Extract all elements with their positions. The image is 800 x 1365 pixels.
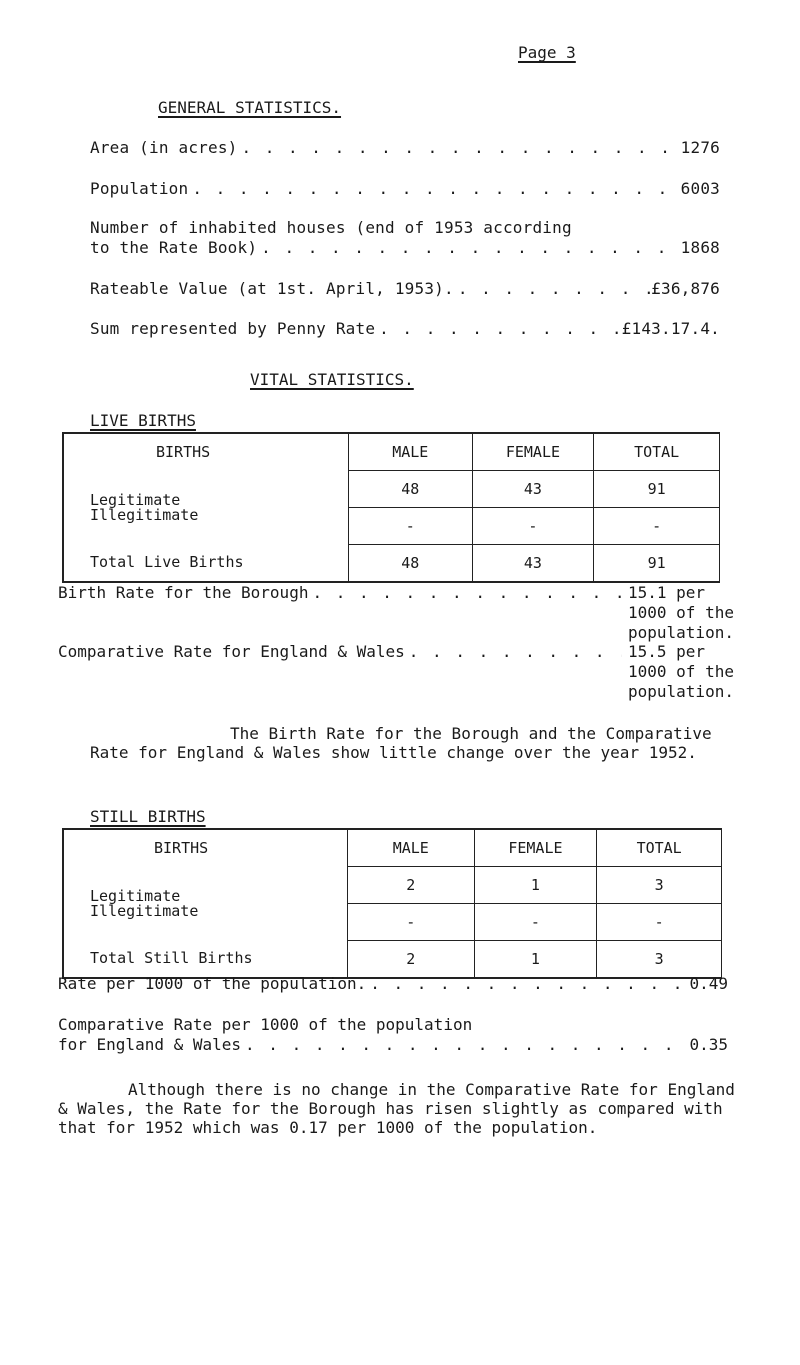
comparative-still-rate-label: for England & Wales <box>58 1035 242 1054</box>
penny-rate-row <box>90 321 720 337</box>
comparative-birth-rate-row <box>58 644 622 660</box>
cell-male: - <box>347 904 474 941</box>
still-birth-rate-value: 0.49 <box>689 974 728 993</box>
header-male: MALE <box>348 433 472 471</box>
row-label: Total Still Births <box>63 941 347 979</box>
table-row <box>63 545 720 583</box>
leader-dots <box>454 281 651 297</box>
birth-rate-note: The Birth Rate for the Borough and the Comparative Rate for England & Wales show little change over the year 1952. <box>90 724 712 762</box>
table-row <box>63 904 722 941</box>
cell-female: 43 <box>472 545 594 583</box>
cell-total: - <box>594 508 720 545</box>
cell-female: 1 <box>474 867 597 904</box>
rateable-label: Rateable Value (at 1st. April, 1953). <box>90 279 454 298</box>
table-row <box>63 867 722 904</box>
table-header-row <box>63 829 722 867</box>
cell-female: 43 <box>472 471 594 508</box>
cell-female: 1 <box>474 941 597 979</box>
row-label: Illegitimate <box>63 904 347 941</box>
population-label: Population <box>90 179 189 198</box>
cell-male: 48 <box>348 471 472 508</box>
header-births: BIRTHS <box>63 433 348 471</box>
still-birth-rate-label: Rate per 1000 of the population. <box>58 974 367 993</box>
header-female: FEMALE <box>474 829 597 867</box>
table-row <box>63 508 720 545</box>
header-births: BIRTHS <box>63 829 347 867</box>
live-births-table <box>62 432 720 583</box>
birth-rate-value-3: population. <box>628 623 734 642</box>
comparative-still-rate-label-1: Comparative Rate per 1000 of the population <box>58 1015 473 1034</box>
area-row <box>90 140 720 156</box>
leader-dots <box>375 321 622 337</box>
comparative-still-rate-value: 0.35 <box>689 1035 728 1054</box>
leader-dots <box>238 140 681 156</box>
cell-female: - <box>472 508 594 545</box>
header-total: TOTAL <box>597 829 722 867</box>
houses-label-line-1: Number of inhabited houses (end of 1953 according <box>90 218 572 237</box>
page-label: Page 3 <box>518 43 576 62</box>
general-statistics-heading: GENERAL STATISTICS. <box>158 98 342 117</box>
population-row <box>90 181 720 197</box>
still-births-heading: STILL BIRTHS <box>90 807 206 826</box>
penny-rate-label: Sum represented by Penny Rate <box>90 319 376 338</box>
leader-dots <box>405 644 622 660</box>
rateable-row <box>90 281 720 297</box>
comparative-birth-rate-value-2: 1000 of the <box>628 662 734 681</box>
still-births-table <box>62 828 722 979</box>
rateable-value: £36,876 <box>651 279 720 298</box>
houses-value: 1868 <box>680 238 720 257</box>
leader-dots <box>188 181 680 197</box>
comparative-birth-rate-label: Comparative Rate for England & Wales <box>58 642 405 661</box>
vital-statistics-heading: VITAL STATISTICS. <box>250 370 414 389</box>
leader-dots <box>241 1037 689 1053</box>
table-row <box>63 471 720 508</box>
row-label: Legitimate <box>63 471 348 508</box>
houses-label: to the Rate Book) <box>90 238 258 257</box>
houses-row <box>90 240 720 256</box>
comparative-birth-rate-value-1: 15.5 per <box>628 642 706 661</box>
birth-rate-value-2: 1000 of the <box>628 603 734 622</box>
birth-rate-value-1: 15.1 per <box>628 583 706 602</box>
table-header-row <box>63 433 720 471</box>
still-birth-note: Although there is no change in the Comparative Rate for England & Wales, the Rate for the Borough has risen slightly as compared with that for 1952 which was 0.17 per 1000 of the population. <box>58 1080 735 1137</box>
area-value: 1276 <box>680 138 720 157</box>
cell-male: 2 <box>347 867 474 904</box>
cell-female: - <box>474 904 597 941</box>
table-row <box>63 941 722 979</box>
area-label: Area (in acres) <box>90 138 238 157</box>
cell-total: - <box>597 904 722 941</box>
population-value: 6003 <box>680 179 720 198</box>
comparative-birth-rate-value-3: population. <box>628 682 734 701</box>
cell-total: 91 <box>594 471 720 508</box>
row-label: Illegitimate <box>63 508 348 545</box>
live-births-heading: LIVE BIRTHS <box>90 411 196 430</box>
still-birth-rate-row <box>58 976 728 992</box>
cell-male: 48 <box>348 545 472 583</box>
header-female: FEMALE <box>472 433 594 471</box>
cell-total: 3 <box>597 867 722 904</box>
cell-total: 3 <box>597 941 722 979</box>
header-total: TOTAL <box>594 433 720 471</box>
comparative-still-rate-row <box>58 1037 728 1053</box>
leader-dots <box>257 240 680 256</box>
birth-rate-label: Birth Rate for the Borough <box>58 583 309 602</box>
row-label: Total Live Births <box>63 545 348 583</box>
birth-rate-row <box>58 585 622 601</box>
cell-male: - <box>348 508 472 545</box>
header-male: MALE <box>347 829 474 867</box>
penny-rate-value: £143.17.4. <box>621 319 720 338</box>
leader-dots <box>366 976 689 992</box>
row-label: Legitimate <box>63 867 347 904</box>
cell-male: 2 <box>347 941 474 979</box>
leader-dots <box>308 585 622 601</box>
cell-total: 91 <box>594 545 720 583</box>
